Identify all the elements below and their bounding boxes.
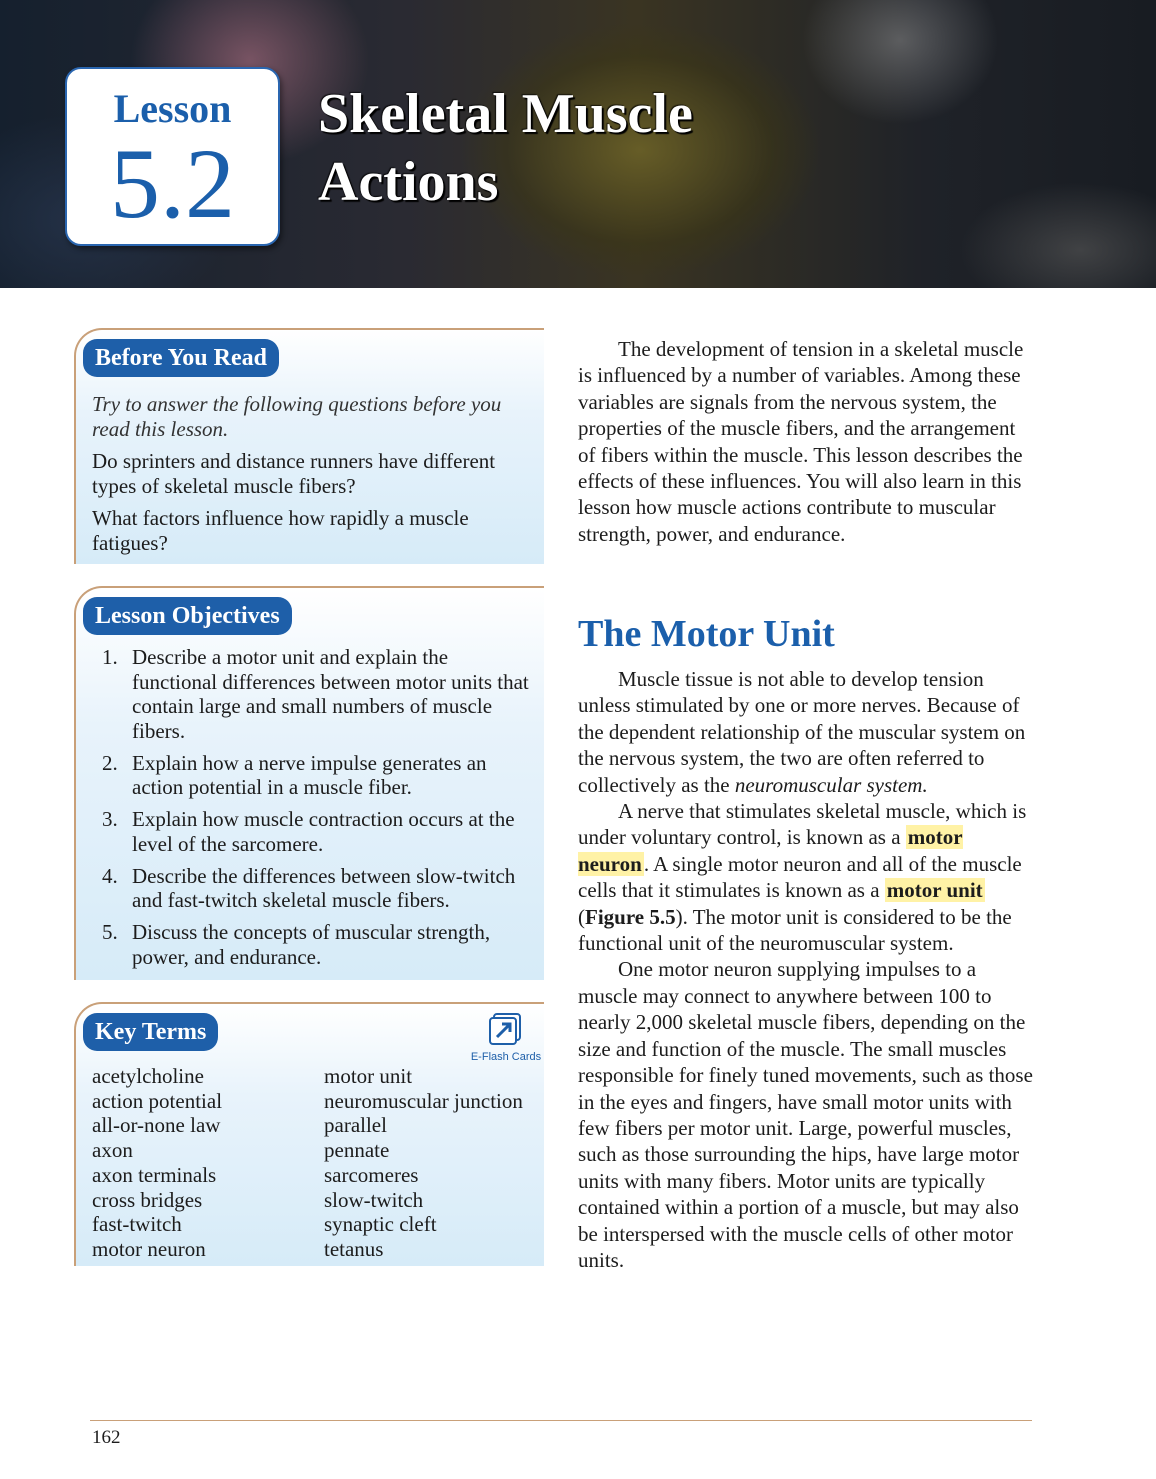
objective-item [92,751,538,800]
title-line-1: Skeletal Muscle [318,83,693,145]
eflash-cards-icon [488,1010,524,1046]
motor-unit-term: motor unit [886,878,983,903]
objective-item [92,864,538,913]
key-term: pennate [324,1138,390,1163]
objective-text: Explain how muscle contraction occurs at the level of the sarcomere. [132,807,515,856]
key-term: all-or-none law [92,1113,221,1138]
motor-unit-section [578,612,1038,1273]
question-2: What factors influence how rapidly a muscle fatigues? [92,506,469,555]
eflash-cards-button[interactable] [466,1010,546,1063]
before-you-read-box [74,328,544,564]
section-heading: The Motor Unit [578,613,835,655]
key-term: acetylcholine [92,1064,204,1088]
paragraph-text: A nerve that stimulates skeletal muscle, which is under voluntary control, is known as a [578,799,1027,850]
key-term: motor neuron [92,1236,206,1261]
paragraph-text: . A single motor neuron and all of the muscle cells that it stimulates is known as a [578,851,1022,903]
key-term: action potential [92,1088,223,1113]
key-term: motor unit [324,1064,413,1088]
key-term: axon terminals [92,1162,217,1187]
lesson-objectives-box [74,586,544,980]
motor-unit-paragraph-3: One motor neuron supplying impulses to a muscle may connect to anywhere between 100 to nearly 2,000 skeletal muscle fibers, depending on the size and function of the muscle. The small muscles responsible for finely tuned movements, such as those in the eyes and fingers, have small motor units with few fibers per motor unit. Large, powerful muscles, such as those surrounding the hips, have large motor units with many fibers. Motor units are typically contained within a portion of a muscle, but may also be interspersed with the muscle cells of other motor units. [578,957,1033,1272]
motor-unit-paragraph-2 [578,798,1038,956]
footer-divider [90,1420,1032,1421]
main-column [578,336,1038,547]
objective-number: 1. [102,645,118,669]
intro-paragraph: The development of tension in a skeletal muscle is influenced by a number of variables. Among these variables are signals from the nervous system, the properties of the muscle fibers, and the arrangement of fibers within the muscle. This lesson describes the effects of these influences. You will also learn in this lesson how muscle actions contribute to muscular strength, power, and endurance. [578,337,1024,546]
objective-number: 3. [102,807,118,831]
objectives-list [92,645,538,969]
objective-number: 5. [102,920,118,944]
eflash-cards-label: E-Flash Cards [470,1051,542,1063]
page-number: 162 [92,1427,121,1448]
paragraph-text: ). The motor unit is considered to be the functional unit of the neuromuscular system. [578,904,1012,956]
key-term: axon [92,1138,133,1163]
key-term: synaptic cleft [324,1212,437,1237]
question-1: Do sprinters and distance runners have different types of skeletal muscle fibers? [92,449,496,498]
key-term: neuromuscular junction [324,1088,523,1113]
key-term: parallel [324,1113,387,1138]
objective-text: Discuss the concepts of muscular strength, power, and endurance. [132,920,491,969]
key-term: slow-twitch [324,1187,424,1212]
before-you-read-instruction: Try to answer the following questions before you read this lesson. [92,392,502,441]
objective-text: Describe a motor unit and explain the functional differences between motor units that contain large and small numbers of muscle fibers. [132,645,529,743]
paragraph-text: ( [578,904,585,929]
neuromuscular-system-term: neuromuscular system. [734,772,928,797]
key-terms-box [74,1002,544,1266]
lesson-number: 5.2 [110,128,235,239]
objective-item [92,920,538,969]
key-term: tetanus [324,1236,384,1261]
key-term: sarcomeres [324,1162,419,1187]
header-banner [0,0,1156,288]
title-line-2: Actions [318,151,499,213]
lesson-label: Lesson [113,86,232,131]
objective-text: Explain how a nerve impulse generates an action potential in a muscle fiber. [132,750,487,799]
before-you-read-heading: Before You Read [83,339,279,377]
key-terms-column-2 [324,1064,523,1262]
key-terms-column-1 [92,1064,222,1262]
page-title [318,80,693,216]
objective-number: 2. [102,750,118,775]
motor-unit-paragraph-1 [578,666,1038,798]
objective-number: 4. [102,863,118,888]
objective-text: Describe the differences between slow-twitch and fast-twitch skeletal muscle fibers. [132,863,516,912]
objective-item [92,645,538,743]
key-terms-heading: Key Terms [83,1013,218,1051]
lesson-badge [65,67,280,246]
lesson-objectives-heading: Lesson Objectives [83,597,292,635]
paragraph-text: Muscle tissue is not able to develop tension unless stimulated by one or more nerves. Because of the dependent relationship of the muscular system on the nervous system, the two are often referred to collectively as the [578,667,1026,797]
key-term: cross bridges [92,1187,203,1212]
figure-reference[interactable]: Figure 5.5 [585,904,676,929]
objective-item [92,807,538,856]
motor-neuron-term: motor neuron [578,825,963,876]
key-term: fast-twitch [92,1212,182,1237]
